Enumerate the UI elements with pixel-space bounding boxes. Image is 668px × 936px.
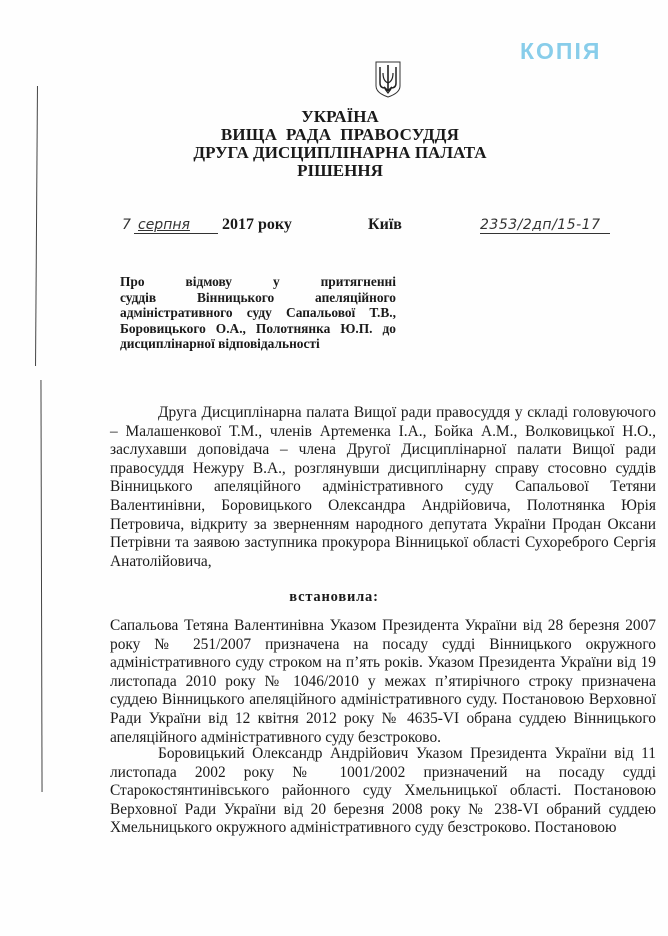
preamble-paragraph: Друга Дисциплінарна палата Вищої ради правосуддя у складі головуючого – Малашенкової Т.М., членів Артеменка І.А., Бойка А.М., Волковицької Н.О., заслухавши доповідача – члена Другої Дисциплінарної палати Вищої ради правосуддя Нежуру В.А., розглянувши дисциплінарну справу стосовно суддів Вінницького апеляційного адміністративного суду Сапальової Тетяни Валентинівни, Боровицького Олександра Андрійовича, Полотнянка Юрія Петровича, відкриту за зверненням народного депутата України Продан Оксани Петрівни та заявою заступника прокурора Вінницької області Сухореброго Сергія Анатолійовича, xyxy=(110,404,656,570)
body-paragraph: Сапальова Тетяна Валентинівна Указом Президента України від 28 березня 2007 року № 251/2007 призначена на посаду судді Вінницького окружного адміністративного суду строком на п’ять років. Указом Президента України від 19 листопада 2010 року № 1046/2010 у межах п’ятирічного строку призначена суддею Вінницького апеляційного адміністративного суду. Постановою Верховної Ради України від 12 квітня 2012 року № 4635-VI обрана суддею Вінницького апеляційного адміністративного суду безстроково. xyxy=(110,617,656,746)
subject-line: Боровицького О.А., Полотнянка Ю.П. до xyxy=(120,320,396,336)
date-day: 7 xyxy=(122,217,131,233)
subject-line: суддів Вінницького апеляційного xyxy=(120,289,396,305)
decision-subject xyxy=(120,274,396,352)
date-month: серпня xyxy=(134,217,218,234)
header-doc-type: РІШЕННЯ xyxy=(297,161,383,180)
coat-of-arms-trident-icon xyxy=(375,61,401,98)
date-year: 2017 року xyxy=(222,216,292,233)
header-country: УКРАЇНА xyxy=(301,107,379,126)
subject-line: дисциплінарної відповідальності xyxy=(120,336,320,352)
header-council: ВИЩА РАДА ПРАВОСУДДЯ xyxy=(220,125,460,144)
decision-number: 2353/2дп/15-17 xyxy=(480,217,610,234)
body-paragraph: Боровицький Олександр Андрійович Указом Президента України від 11 листопада 2002 року № 1001/2002 призначений на посаду судді Старокостянтинівського районного суду Хмельницької області. Постановою Верховної Ради України від 20 березня 2008 року № 238-VI обраний суддею Хмельницького окружного адміністративного суду безстроково. Постановою xyxy=(110,745,656,837)
scan-margin-line xyxy=(40,380,42,792)
subject-line: адміністративного суду Сапальової Т.В., xyxy=(120,305,396,321)
header-chamber: ДРУГА ДИСЦИПЛІНАРНА ПАЛАТА xyxy=(193,143,487,162)
copy-stamp: КОПІЯ xyxy=(520,38,602,64)
date-city: Київ xyxy=(368,216,402,233)
subject-line: Про відмову у притягненні xyxy=(120,274,396,289)
date-line xyxy=(0,216,668,238)
resolved-heading: встановила: xyxy=(289,589,379,605)
